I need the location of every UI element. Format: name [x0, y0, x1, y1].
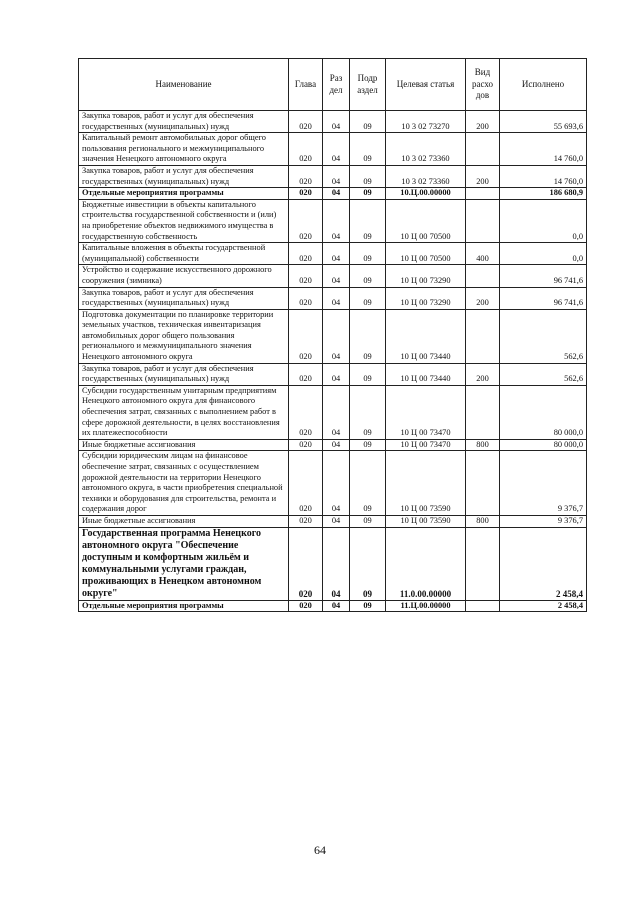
cell-razdel: 04 [323, 165, 350, 187]
cell-razdel: 04 [323, 265, 350, 287]
cell-statya: 10 3 02 73360 [386, 165, 466, 187]
cell-razdel: 04 [323, 600, 350, 612]
table-body [79, 111, 587, 612]
table-row [79, 451, 587, 516]
cell-razdel: 04 [323, 133, 350, 166]
cell-podrazdel: 09 [350, 385, 386, 439]
header-celevaya: Целевая статья [386, 59, 466, 111]
cell-name: Бюджетные инвестиции в объекты капитального строительства государственной собственности и (или) на приобретение объектов недвижимого имущества в государственную собственность [79, 199, 289, 242]
cell-sum: 14 760,0 [500, 133, 587, 166]
cell-podrazdel: 09 [350, 309, 386, 363]
cell-razdel: 04 [323, 111, 350, 133]
cell-name: Устройство и содержание искусственного дорожного сооружения (зимника) [79, 265, 289, 287]
cell-podrazdel: 09 [350, 527, 386, 600]
cell-glava: 020 [289, 199, 323, 242]
cell-podrazdel: 09 [350, 199, 386, 242]
cell-vid [466, 188, 500, 200]
header-glava: Глава [289, 59, 323, 111]
cell-razdel: 04 [323, 188, 350, 200]
cell-sum: 9 376,7 [500, 515, 587, 527]
cell-razdel: 04 [323, 451, 350, 516]
cell-vid [466, 199, 500, 242]
cell-podrazdel: 09 [350, 451, 386, 516]
cell-name: Закупка товаров, работ и услуг для обеспечения государственных (муниципальных) нужд [79, 287, 289, 309]
cell-name: Государственная программа Ненецкого автономного округа "Обеспечение доступным и комфортным жильём и коммунальными услугами граждан, проживающих в Ненецком автономном округе" [79, 527, 289, 600]
cell-glava: 020 [289, 451, 323, 516]
cell-razdel: 04 [323, 439, 350, 451]
cell-vid: 400 [466, 243, 500, 265]
cell-podrazdel: 09 [350, 363, 386, 385]
cell-glava: 020 [289, 527, 323, 600]
table-row [79, 363, 587, 385]
header-razdel: Раз дел [323, 59, 350, 111]
cell-name: Закупка товаров, работ и услуг для обеспечения государственных (муниципальных) нужд [79, 363, 289, 385]
cell-podrazdel: 09 [350, 165, 386, 187]
cell-podrazdel: 09 [350, 439, 386, 451]
cell-name: Отдельные мероприятия программы [79, 188, 289, 200]
table-row [79, 133, 587, 166]
cell-sum: 9 376,7 [500, 451, 587, 516]
cell-sum: 562,6 [500, 309, 587, 363]
cell-glava: 020 [289, 133, 323, 166]
header-vid: Вид расхо дов [466, 59, 500, 111]
cell-vid: 800 [466, 439, 500, 451]
cell-vid [466, 600, 500, 612]
cell-statya: 10 Ц 00 70500 [386, 243, 466, 265]
cell-vid: 200 [466, 287, 500, 309]
cell-razdel: 04 [323, 363, 350, 385]
cell-podrazdel: 09 [350, 600, 386, 612]
header-podrazdel: Подр аздел [350, 59, 386, 111]
cell-name: Закупка товаров, работ и услуг для обеспечения государственных (муниципальных) нужд [79, 111, 289, 133]
cell-glava: 020 [289, 188, 323, 200]
cell-sum: 96 741,6 [500, 265, 587, 287]
cell-podrazdel: 09 [350, 515, 386, 527]
cell-vid [466, 265, 500, 287]
cell-name: Иные бюджетные ассигнования [79, 439, 289, 451]
cell-glava: 020 [289, 439, 323, 451]
cell-sum: 96 741,6 [500, 287, 587, 309]
cell-glava: 020 [289, 515, 323, 527]
cell-sum: 80 000,0 [500, 439, 587, 451]
cell-vid [466, 451, 500, 516]
table-row [79, 439, 587, 451]
budget-table-sheet [78, 58, 586, 612]
page-number: 64 [314, 843, 326, 857]
cell-name: Капитальные вложения в объекты государственной (муниципальной) собственности [79, 243, 289, 265]
cell-vid: 800 [466, 515, 500, 527]
cell-glava: 020 [289, 309, 323, 363]
cell-sum: 186 680,9 [500, 188, 587, 200]
cell-statya: 10 Ц 00 70500 [386, 199, 466, 242]
table-row [79, 165, 587, 187]
cell-glava: 020 [289, 111, 323, 133]
cell-statya: 10 Ц 00 73470 [386, 439, 466, 451]
cell-vid: 200 [466, 165, 500, 187]
cell-statya: 10 Ц 00 73440 [386, 363, 466, 385]
cell-glava: 020 [289, 243, 323, 265]
table-row [79, 243, 587, 265]
cell-vid [466, 527, 500, 600]
cell-name: Подготовка документации по планировке территории земельных участков, техническая инвентаризация автомобильных дорог общего пользования регионального и межмуниципального значения Ненецкого автономного округа [79, 309, 289, 363]
cell-sum: 562,6 [500, 363, 587, 385]
table-row [79, 527, 587, 600]
cell-podrazdel: 09 [350, 243, 386, 265]
cell-statya: 10 Ц 00 73590 [386, 451, 466, 516]
cell-name: Иные бюджетные ассигнования [79, 515, 289, 527]
cell-sum: 0,0 [500, 199, 587, 242]
cell-podrazdel: 09 [350, 287, 386, 309]
table-row [79, 309, 587, 363]
table-row [79, 600, 587, 612]
cell-razdel: 04 [323, 243, 350, 265]
cell-razdel: 04 [323, 309, 350, 363]
cell-podrazdel: 09 [350, 133, 386, 166]
cell-sum: 0,0 [500, 243, 587, 265]
table-row [79, 111, 587, 133]
table-row [79, 188, 587, 200]
cell-podrazdel: 09 [350, 111, 386, 133]
cell-statya: 11.Ц.00.00000 [386, 600, 466, 612]
budget-table [78, 58, 587, 612]
cell-statya: 10 Ц 00 73290 [386, 265, 466, 287]
table-row [79, 287, 587, 309]
cell-name: Субсидии юридическим лицам на финансовое обеспечение затрат, связанных с осуществлением дорожной деятельности на территории Ненецкого автономного округа, в части приобретения специальной техники и оборудования для строительства, ремонта и содержания дорог [79, 451, 289, 516]
cell-statya: 10 Ц 00 73470 [386, 385, 466, 439]
cell-name: Капитальный ремонт автомобильных дорог общего пользования регионального и межмуниципального значения Ненецкого автономного округа [79, 133, 289, 166]
table-row [79, 385, 587, 439]
cell-name: Закупка товаров, работ и услуг для обеспечения государственных (муниципальных) нужд [79, 165, 289, 187]
cell-sum: 55 693,6 [500, 111, 587, 133]
cell-vid: 200 [466, 111, 500, 133]
cell-sum: 2 458,4 [500, 527, 587, 600]
cell-podrazdel: 09 [350, 188, 386, 200]
cell-statya: 10 3 02 73270 [386, 111, 466, 133]
cell-glava: 020 [289, 363, 323, 385]
cell-glava: 020 [289, 265, 323, 287]
cell-vid [466, 133, 500, 166]
header-name: Наименование [79, 59, 289, 111]
cell-name: Отдельные мероприятия программы [79, 600, 289, 612]
cell-glava: 020 [289, 165, 323, 187]
cell-razdel: 04 [323, 527, 350, 600]
cell-razdel: 04 [323, 287, 350, 309]
cell-statya: 11.0.00.00000 [386, 527, 466, 600]
cell-statya: 10 Ц 00 73440 [386, 309, 466, 363]
cell-glava: 020 [289, 385, 323, 439]
cell-sum: 14 760,0 [500, 165, 587, 187]
cell-statya: 10 3 02 73360 [386, 133, 466, 166]
cell-name: Субсидии государственным унитарным предприятиям Ненецкого автономного округа для финансового обеспечения затрат, связанных с выполнением работ в сфере дорожной деятельности, в целях восстановления их платежеспособности [79, 385, 289, 439]
cell-statya: 10 Ц 00 73290 [386, 287, 466, 309]
cell-vid: 200 [466, 363, 500, 385]
cell-sum: 80 000,0 [500, 385, 587, 439]
table-row [79, 515, 587, 527]
cell-statya: 10.Ц.00.00000 [386, 188, 466, 200]
header-ispolneno: Исполнено [500, 59, 587, 111]
cell-razdel: 04 [323, 385, 350, 439]
cell-sum: 2 458,4 [500, 600, 587, 612]
cell-glava: 020 [289, 600, 323, 612]
cell-statya: 10 Ц 00 73590 [386, 515, 466, 527]
cell-razdel: 04 [323, 515, 350, 527]
cell-podrazdel: 09 [350, 265, 386, 287]
table-header-row [79, 59, 587, 111]
cell-razdel: 04 [323, 199, 350, 242]
cell-glava: 020 [289, 287, 323, 309]
cell-vid [466, 309, 500, 363]
cell-vid [466, 385, 500, 439]
table-row [79, 199, 587, 242]
table-row [79, 265, 587, 287]
